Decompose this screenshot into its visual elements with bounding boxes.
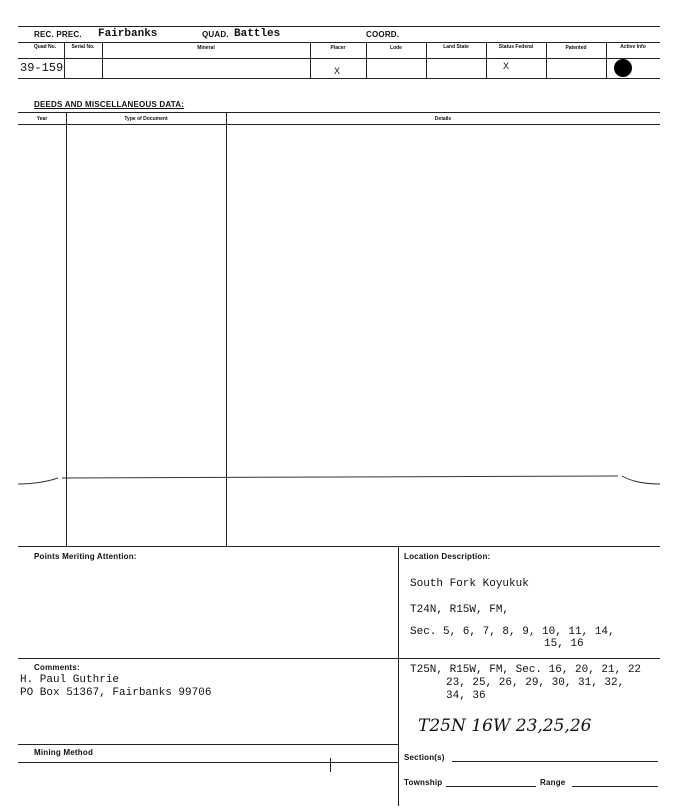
- sections-field-line: [452, 761, 658, 762]
- fold-line: [0, 470, 678, 490]
- col-header-quad-no: Quad No.: [33, 44, 57, 50]
- location-area: South Fork Koyukuk: [410, 578, 529, 590]
- deeds-col-type: Type of Document: [124, 116, 168, 122]
- col-divider: [64, 42, 65, 78]
- location-line-1: T24N, R15W, FM,: [410, 604, 510, 616]
- location-line-5: 23, 25, 26, 29, 30, 31, 32,: [446, 677, 625, 689]
- location-line-3: 15, 16: [544, 638, 584, 650]
- range-label: Range: [540, 778, 566, 787]
- col-header-status-federal: Status Federal: [498, 44, 534, 50]
- quad-no-value: 39-159: [20, 61, 64, 75]
- claim-table-bottom-rule: [18, 78, 660, 79]
- mining-method-label: Mining Method: [34, 748, 94, 757]
- col-header-land-state: Land State: [443, 44, 469, 50]
- range-field-line: [572, 786, 658, 787]
- claim-table-header-rule: [18, 58, 660, 59]
- deeds-title: DEEDS AND MISCELLANEOUS DATA:: [34, 100, 185, 109]
- comments-line-2: PO Box 51367, Fairbanks 99706: [20, 687, 212, 699]
- comments-line-1: H. Paul Guthrie: [20, 674, 120, 686]
- deeds-col-year: Year: [36, 116, 48, 122]
- quad-label: QUAD.: [202, 30, 229, 39]
- deeds-col-details: Details: [434, 116, 452, 122]
- col-header-serial-no: Serial No.: [71, 44, 95, 50]
- location-line-2: Sec. 5, 6, 7, 8, 9, 10, 11, 14,: [410, 626, 615, 638]
- township-field-line: [446, 786, 536, 787]
- col-header-active-info: Active Info: [620, 44, 646, 50]
- placer-mark: X: [334, 66, 341, 76]
- filled-circle-icon: [614, 59, 632, 77]
- status-federal-mark: X: [503, 61, 510, 71]
- handwritten-note: T25N 16W 23,25,26: [418, 716, 592, 736]
- location-line-4: T25N, R15W, FM, Sec. 16, 20, 21, 22: [410, 664, 642, 676]
- rec-prec-label: REC. PREC.: [34, 30, 82, 39]
- col-header-placer: Placer: [330, 45, 346, 51]
- comments-label: Comments:: [34, 663, 80, 672]
- points-label: Points Meriting Attention:: [34, 552, 137, 561]
- rec-prec-value: Fairbanks: [98, 28, 158, 40]
- coord-label: COORD.: [366, 30, 400, 39]
- quad-value: Battles: [234, 28, 281, 40]
- comments-top-rule: [18, 658, 660, 659]
- lower-col-divider: [398, 546, 399, 806]
- tick-mark: [330, 758, 331, 772]
- location-label: Location Description:: [404, 552, 491, 561]
- mining-top-rule: [18, 744, 398, 745]
- sections-label: Section(s): [404, 753, 445, 762]
- col-header-patented: Patented: [565, 45, 587, 51]
- deeds-header-rule: [18, 124, 660, 125]
- mining-method-rule: [18, 762, 398, 763]
- location-line-6: 34, 36: [446, 690, 486, 702]
- deeds-bottom-rule: [18, 546, 660, 547]
- header-top-rule: [18, 26, 660, 27]
- col-header-lode: Lode: [390, 45, 402, 51]
- col-header-mineral: Mineral: [197, 45, 215, 51]
- claim-table-top-rule: [18, 42, 660, 43]
- deeds-top-rule: [18, 112, 660, 113]
- township-label: Township: [404, 778, 443, 787]
